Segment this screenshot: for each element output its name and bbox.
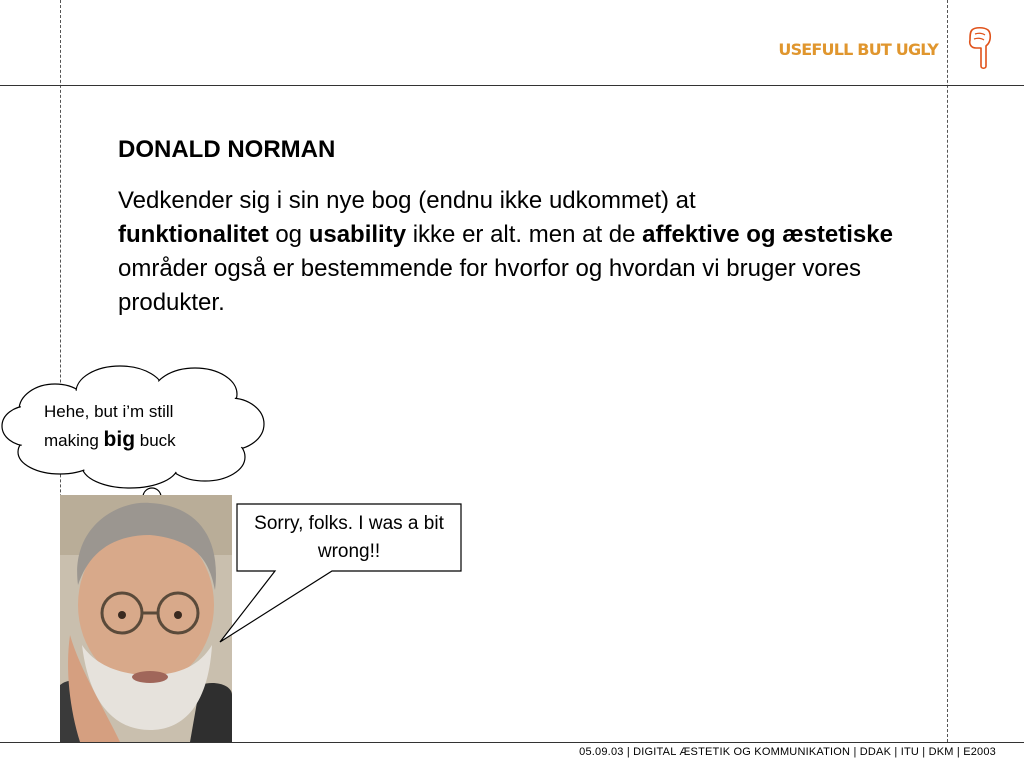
body-bold-funktionalitet: funktionalitet <box>118 221 269 248</box>
thought-line-2-pre: making <box>44 431 104 450</box>
speech-bubble-text: Sorry, folks. I was a bit wrong!! <box>254 513 444 562</box>
slide-body <box>118 184 918 320</box>
footer-text: 05.09.03 | DIGITAL ÆSTETIK OG KOMMUNIKATION | DDAK | ITU | DKM | E2003 <box>579 746 996 758</box>
footer-divider <box>0 742 1024 743</box>
body-text-2: og <box>268 221 309 248</box>
body-text-1: Vedkender sig i sin nye bog (endnu ikke udkommet) at <box>118 187 696 214</box>
body-bold-usability: usability <box>308 221 407 248</box>
thought-line-2-post: buck <box>135 431 176 450</box>
body-bold-affektive: affektive og æstetiske <box>642 221 893 248</box>
thought-bold-big: big <box>103 428 136 451</box>
header-title: USEFULL BUT UGLY <box>778 40 938 59</box>
pointing-hand-icon <box>966 26 996 70</box>
thought-bubble-text <box>44 398 224 455</box>
header-divider <box>0 85 1024 86</box>
slide-heading: DONALD NORMAN <box>118 136 336 163</box>
right-guide-line <box>947 0 948 742</box>
body-text-4: områder også er bestemmende for hvorfor og hvordan vi bruger vores produkter. <box>118 255 862 316</box>
portrait-photo <box>60 495 232 742</box>
body-text-3: ikke er alt. men at de <box>406 221 643 248</box>
thought-line-1: Hehe, but i’m still <box>44 402 174 421</box>
